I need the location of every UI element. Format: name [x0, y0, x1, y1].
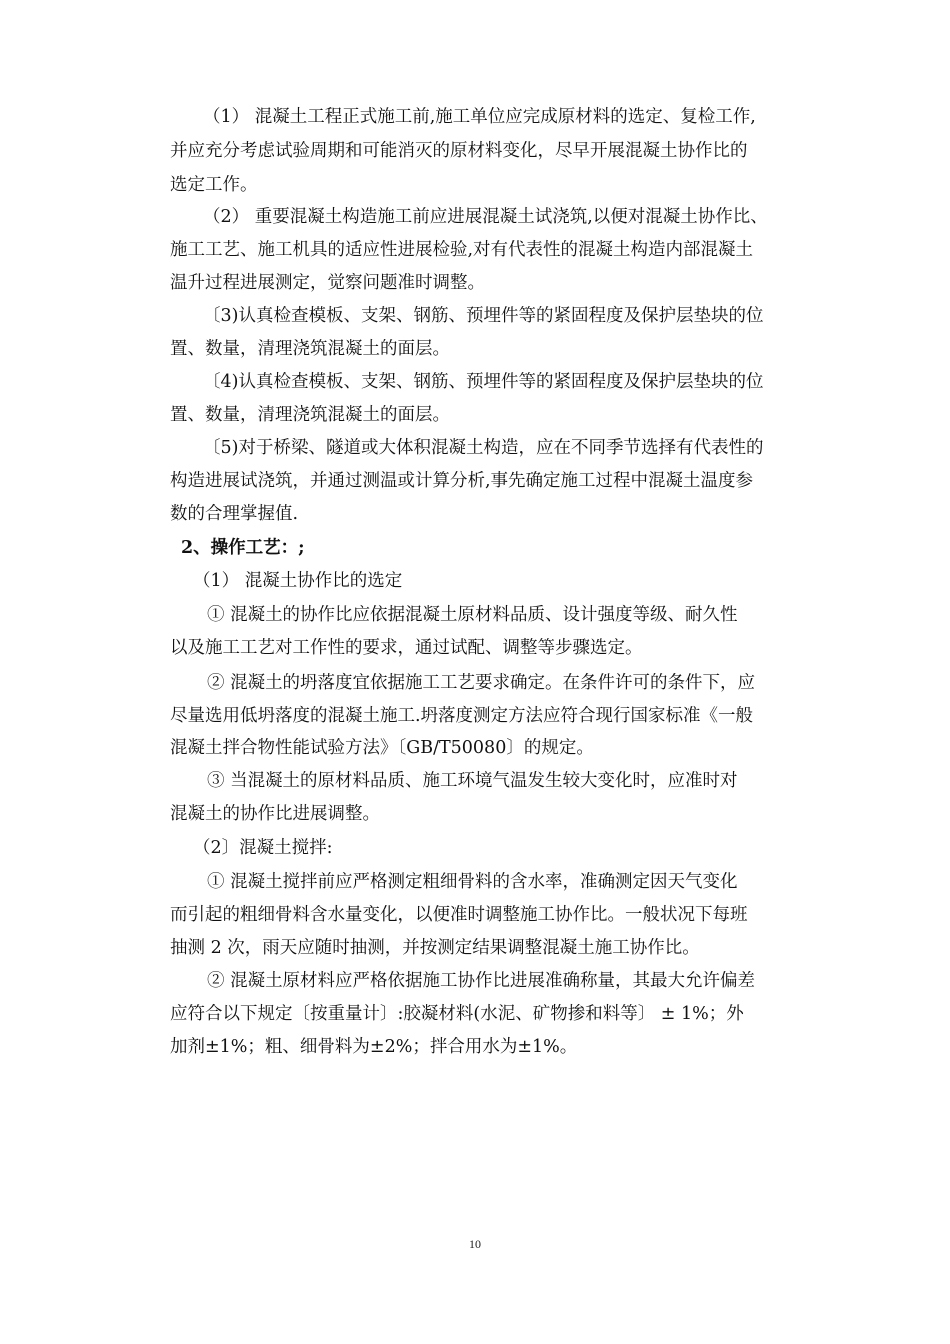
paragraph-5-line-1: 〔5)对于桥梁、隧道或大体积混凝土构造，应在不同季节选择有代表性的 — [203, 438, 764, 458]
subsection-2-item-2-line-2: 应符合以下规定〔按重量计〕:胶凝材料(水泥、矿物掺和料等〕 ± 1%；外 — [170, 1004, 744, 1024]
subsection-2-item-1-line-3: 抽测 2 次，雨天应随时抽测，并按测定结果调整混凝土施工协作比。 — [170, 938, 700, 958]
section-heading-operation-process: 2、操作工艺：; — [181, 538, 305, 558]
paragraph-5-line-2: 构造进展试浇筑，并通过测温或计算分析,事先确定施工过程中混凝土温度参 — [170, 471, 754, 491]
subsection-2-item-1-line-1: ① 混凝土搅拌前应严格测定粗细骨料的含水率，准确测定因天气变化 — [207, 872, 738, 892]
paragraph-1-line-2: 并应充分考虑试验周期和可能消灭的原材料变化，尽早开展混凝土协作比的 — [170, 141, 748, 161]
subsection-1-item-1-line-2: 以及施工工艺对工作性的要求，通过试配、调整等步骤选定。 — [170, 638, 643, 658]
paragraph-4-line-1: 〔4)认真检查模板、支架、钢筋、预埋件等的紧固程度及保护层垫块的位 — [203, 372, 764, 392]
paragraph-2-line-1: （2） 重要混凝土构造施工前应进展混凝土试浇筑,以便对混凝土协作比、 — [203, 207, 768, 227]
subsection-2-title: （2〕混凝土搅拌: — [193, 838, 333, 858]
page-number: 10 — [469, 1237, 481, 1251]
paragraph-2-line-3: 温升过程进展测定，觉察问题准时调整。 — [170, 273, 485, 293]
subsection-2-item-1-line-2: 而引起的粗细骨料含水量变化，以便准时调整施工协作比。一般状况下每班 — [170, 905, 748, 925]
subsection-1-item-3-line-1: ③ 当混凝土的原材料品质、施工环境气温发生较大变化时，应准时对 — [207, 771, 738, 791]
paragraph-1-line-1: （1） 混凝土工程正式施工前,施工单位应完成原材料的选定、复检工作, — [203, 107, 756, 127]
paragraph-3-line-2: 置、数量，清理浇筑混凝土的面层。 — [170, 339, 450, 359]
paragraph-5-line-3: 数的合理掌握值. — [170, 504, 299, 524]
subsection-1-item-2-line-3: 混凝土拌合物性能试验方法》〔GB/T50080〕的规定。 — [170, 738, 594, 758]
subsection-1-title: （1） 混凝土协作比的选定 — [193, 571, 403, 591]
subsection-2-item-2-line-1: ② 混凝土原材料应严格依据施工协作比进展准确称量，其最大允许偏差 — [207, 971, 756, 991]
subsection-2-item-2-line-3: 加剂±1%；粗、细骨料为±2%；拌合用水为±1%。 — [170, 1037, 578, 1057]
paragraph-4-line-2: 置、数量，清理浇筑混凝土的面层。 — [170, 405, 450, 425]
subsection-1-item-1-line-1: ① 混凝土的协作比应依据混凝土原材料品质、设计强度等级、耐久性 — [207, 605, 738, 625]
paragraph-2-line-2: 施工工艺、施工机具的适应性进展检验,对有代表性的混凝土构造内部混凝土 — [170, 240, 754, 260]
paragraph-3-line-1: 〔3)认真检查模板、支架、钢筋、预埋件等的紧固程度及保护层垫块的位 — [203, 306, 764, 326]
paragraph-1-line-3: 选定工作。 — [170, 175, 258, 195]
subsection-1-item-2-line-2: 尽量选用低坍落度的混凝土施工.坍落度测定方法应符合现行国家标准《一般 — [170, 706, 754, 726]
subsection-1-item-3-line-2: 混凝土的协作比进展调整。 — [170, 804, 380, 824]
subsection-1-item-2-line-1: ② 混凝土的坍落度宜依据施工工艺要求确定。在条件许可的条件下，应 — [207, 673, 756, 693]
